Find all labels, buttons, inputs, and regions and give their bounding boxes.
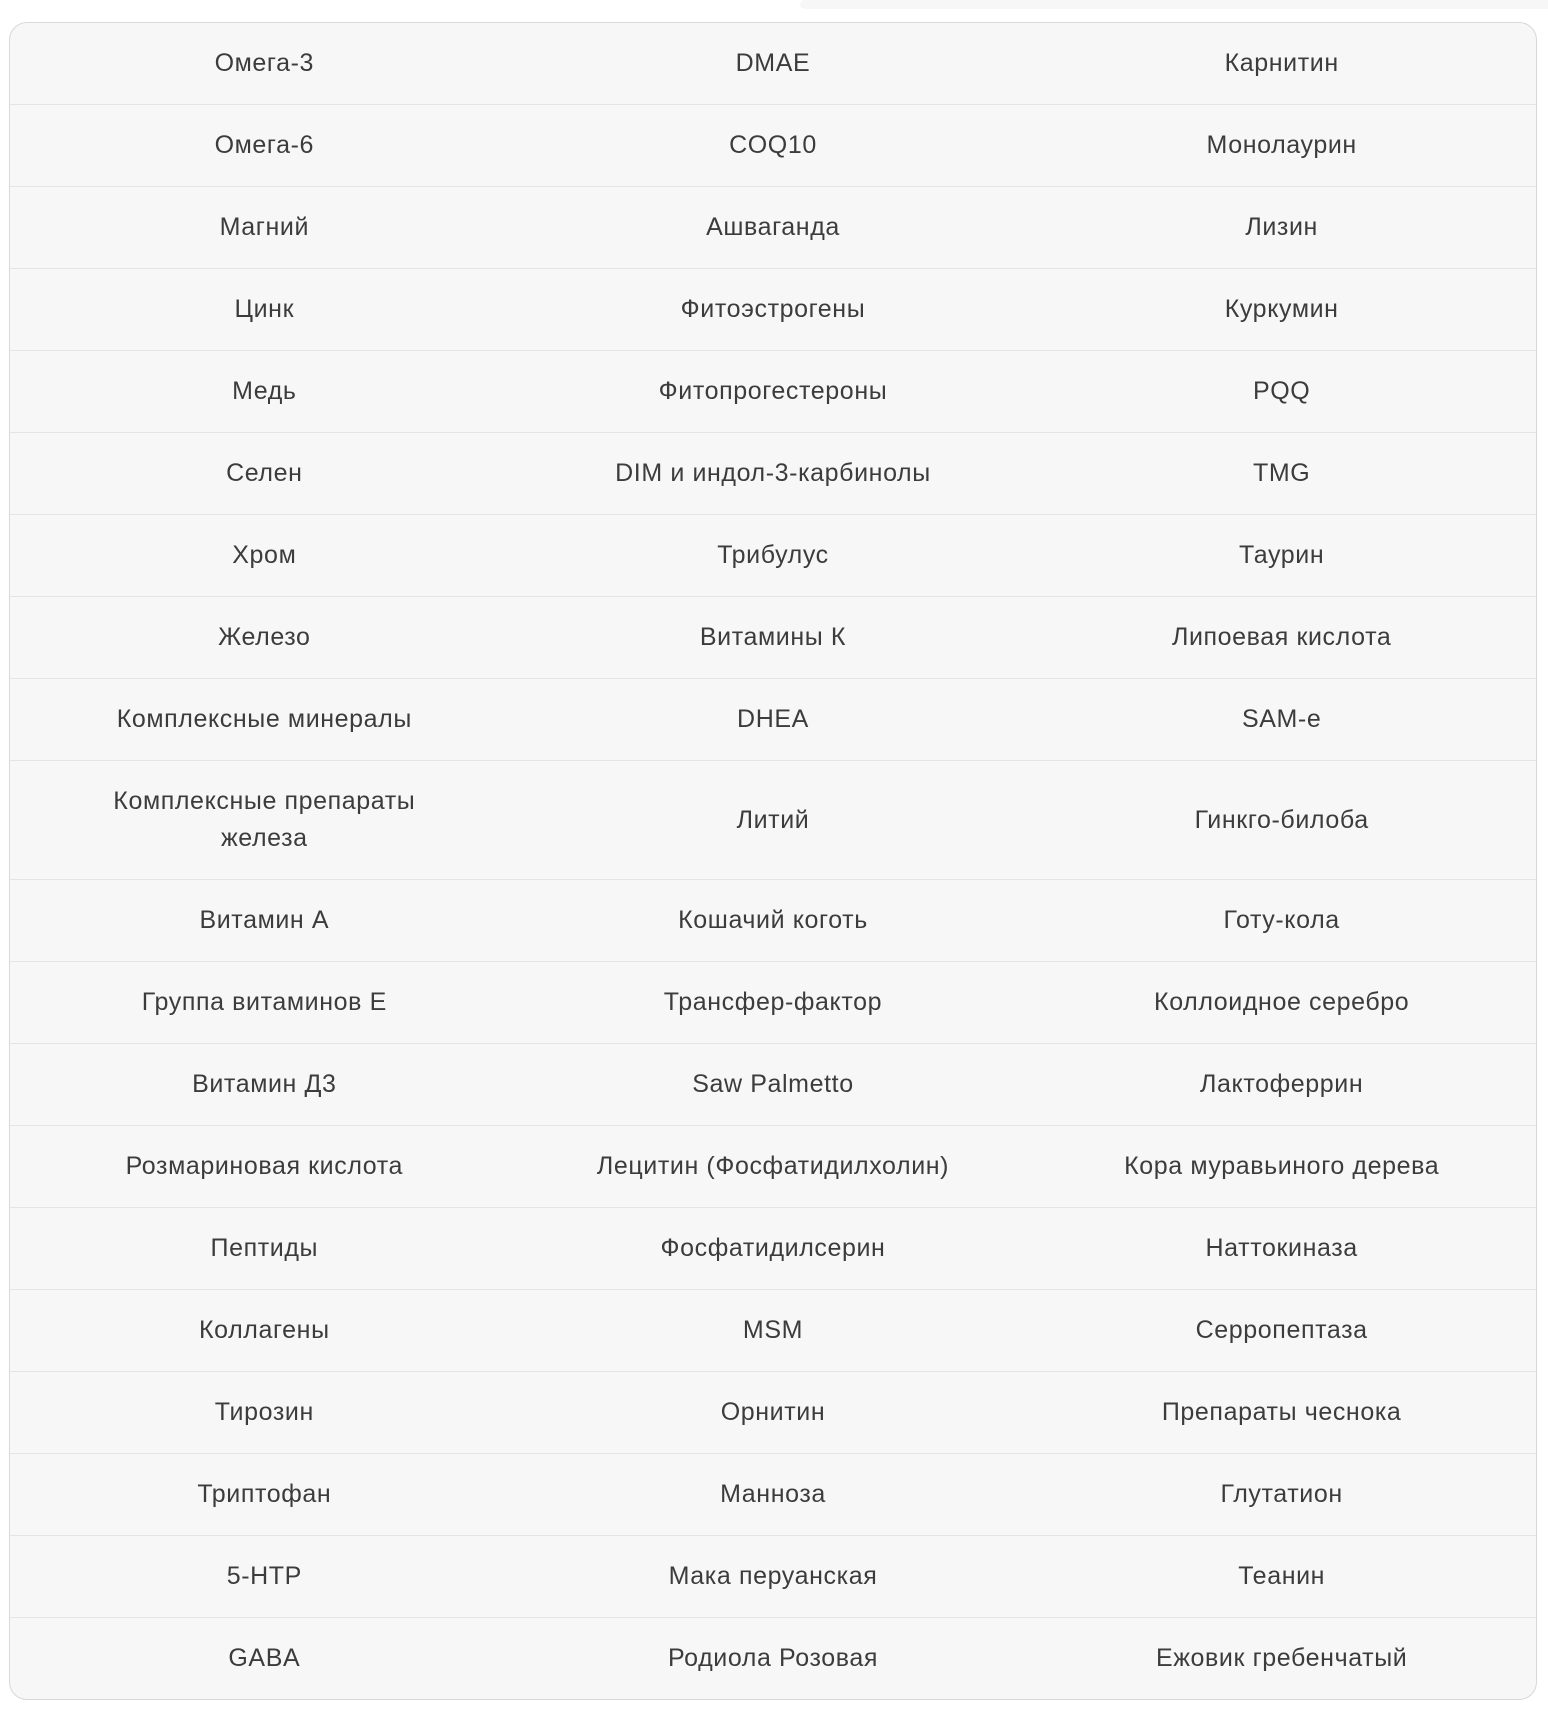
category-cell[interactable] bbox=[10, 1618, 519, 1700]
category-label: Монолаурин bbox=[1206, 131, 1357, 159]
category-label: Омега-6 bbox=[214, 131, 315, 159]
category-cell[interactable] bbox=[519, 761, 1028, 880]
category-label: Фитоэстрогены bbox=[680, 295, 866, 323]
category-label: Витамин А bbox=[199, 906, 330, 934]
category-label: Тирозин bbox=[214, 1398, 314, 1426]
category-label: Комплексные препараты железа bbox=[113, 787, 416, 852]
category-cell[interactable] bbox=[1027, 105, 1536, 187]
category-cell[interactable] bbox=[10, 105, 519, 187]
table-row bbox=[10, 1372, 1536, 1454]
category-label: Хром bbox=[232, 541, 297, 569]
category-cell[interactable] bbox=[519, 1126, 1028, 1208]
category-cell[interactable] bbox=[519, 679, 1028, 761]
category-cell[interactable] bbox=[519, 880, 1028, 962]
category-cell[interactable] bbox=[10, 1044, 519, 1126]
category-label: Кошачий коготь bbox=[678, 906, 868, 934]
category-cell[interactable] bbox=[1027, 23, 1536, 105]
category-label: Липоевая кислота bbox=[1171, 623, 1392, 651]
category-cell[interactable] bbox=[519, 962, 1028, 1044]
category-cell[interactable] bbox=[1027, 679, 1536, 761]
category-label: Трансфер-фактор bbox=[663, 988, 883, 1016]
table-row bbox=[10, 1536, 1536, 1618]
category-label: COQ10 bbox=[729, 131, 817, 159]
category-cell[interactable] bbox=[1027, 1536, 1536, 1618]
category-label: Родиола Розовая bbox=[667, 1644, 878, 1672]
category-label: Готу-кола bbox=[1223, 906, 1340, 934]
category-label: MSM bbox=[742, 1316, 804, 1344]
table-row bbox=[10, 1044, 1536, 1126]
category-label: SAM-e bbox=[1241, 705, 1322, 733]
category-label: Кора муравьиного дерева bbox=[1124, 1152, 1440, 1180]
table-row bbox=[10, 761, 1536, 880]
category-cell[interactable] bbox=[10, 1290, 519, 1372]
category-cell[interactable] bbox=[10, 187, 519, 269]
category-label: Фосфатидилсерин bbox=[660, 1234, 886, 1262]
category-cell[interactable] bbox=[1027, 187, 1536, 269]
category-label: Глутатион bbox=[1220, 1480, 1343, 1508]
category-label: Трибулус bbox=[717, 541, 829, 569]
category-cell[interactable] bbox=[1027, 1126, 1536, 1208]
category-label: Триптофан bbox=[197, 1480, 332, 1508]
table-row bbox=[10, 962, 1536, 1044]
category-label: Мака перуанская bbox=[668, 1562, 878, 1590]
category-cell[interactable] bbox=[10, 880, 519, 962]
category-label: Лизин bbox=[1245, 213, 1318, 241]
category-label: Гинкго-билоба bbox=[1194, 805, 1369, 834]
category-cell[interactable] bbox=[519, 1618, 1028, 1700]
category-label: Теанин bbox=[1238, 1562, 1326, 1590]
category-cell[interactable] bbox=[1027, 1290, 1536, 1372]
category-label: Розмариновая кислота bbox=[125, 1152, 404, 1180]
category-label: Таурин bbox=[1239, 541, 1325, 569]
category-label: Лецитин (Фосфатидилхолин) bbox=[596, 1152, 950, 1180]
category-cell[interactable] bbox=[1027, 433, 1536, 515]
category-label: Железо bbox=[218, 623, 311, 651]
category-cell[interactable] bbox=[519, 105, 1028, 187]
category-label: Ежовик гребенчатый bbox=[1155, 1644, 1408, 1672]
category-label: Витамины К bbox=[699, 623, 847, 651]
category-label: Коллагены bbox=[199, 1316, 330, 1344]
categories-table bbox=[10, 23, 1536, 1699]
table-row bbox=[10, 1290, 1536, 1372]
category-cell[interactable] bbox=[1027, 1618, 1536, 1700]
category-cell[interactable] bbox=[519, 1290, 1028, 1372]
table-row bbox=[10, 187, 1536, 269]
category-label: Литий bbox=[736, 805, 810, 834]
category-label: PQQ bbox=[1252, 377, 1311, 405]
table-row bbox=[10, 23, 1536, 105]
category-label: TMG bbox=[1252, 459, 1311, 487]
category-cell[interactable] bbox=[519, 187, 1028, 269]
category-cell[interactable] bbox=[10, 1454, 519, 1536]
category-cell[interactable] bbox=[519, 1208, 1028, 1290]
category-cell[interactable] bbox=[10, 1208, 519, 1290]
category-label: GABA bbox=[228, 1644, 301, 1672]
category-cell[interactable] bbox=[1027, 880, 1536, 962]
category-label: Манноза bbox=[720, 1480, 826, 1508]
category-label: Медь bbox=[232, 377, 297, 405]
category-cell[interactable] bbox=[519, 1372, 1028, 1454]
category-label: Карнитин bbox=[1224, 49, 1339, 77]
category-label: 5-HTP bbox=[226, 1562, 302, 1590]
category-cell[interactable] bbox=[10, 515, 519, 597]
category-cell[interactable] bbox=[1027, 351, 1536, 433]
table-row bbox=[10, 1618, 1536, 1700]
category-cell[interactable] bbox=[10, 433, 519, 515]
category-label: Цинк bbox=[234, 295, 295, 323]
category-cell[interactable] bbox=[519, 597, 1028, 679]
table-row bbox=[10, 679, 1536, 761]
table-row bbox=[10, 1126, 1536, 1208]
category-cell[interactable] bbox=[10, 351, 519, 433]
category-cell[interactable] bbox=[519, 515, 1028, 597]
category-cell[interactable] bbox=[1027, 597, 1536, 679]
table-row bbox=[10, 269, 1536, 351]
category-label: Серропептаза bbox=[1195, 1316, 1368, 1344]
category-label: Лактоферрин bbox=[1200, 1070, 1364, 1098]
category-label: Ашваганда bbox=[706, 213, 840, 241]
category-label: Куркумин bbox=[1224, 295, 1339, 323]
category-cell[interactable] bbox=[1027, 1208, 1536, 1290]
category-label: Коллоидное серебро bbox=[1154, 988, 1410, 1016]
category-cell[interactable] bbox=[519, 1536, 1028, 1618]
categories-card bbox=[9, 22, 1537, 1700]
category-cell[interactable] bbox=[1027, 761, 1536, 880]
category-cell[interactable] bbox=[519, 269, 1028, 351]
category-cell[interactable] bbox=[1027, 1044, 1536, 1126]
category-cell[interactable] bbox=[519, 351, 1028, 433]
category-label: Омега-3 bbox=[214, 49, 315, 77]
category-cell[interactable] bbox=[1027, 269, 1536, 351]
category-label: Комплексные минералы bbox=[116, 705, 412, 733]
category-cell[interactable] bbox=[519, 433, 1028, 515]
category-label: Группа витаминов Е bbox=[141, 988, 387, 1016]
category-cell[interactable] bbox=[10, 761, 519, 880]
table-row bbox=[10, 880, 1536, 962]
category-cell[interactable] bbox=[10, 1372, 519, 1454]
category-label: Селен bbox=[226, 459, 303, 487]
top-right-strip bbox=[800, 0, 1548, 9]
category-cell[interactable] bbox=[1027, 515, 1536, 597]
category-label: Магний bbox=[219, 213, 310, 241]
category-label: Наттокиназа bbox=[1205, 1234, 1358, 1262]
table-row bbox=[10, 1454, 1536, 1536]
category-label: Препараты чеснока bbox=[1161, 1398, 1402, 1426]
category-cell[interactable] bbox=[519, 1044, 1028, 1126]
table-row bbox=[10, 433, 1536, 515]
category-cell[interactable] bbox=[1027, 1454, 1536, 1536]
category-cell[interactable] bbox=[10, 962, 519, 1044]
category-label: Фитопрогестероны bbox=[658, 377, 888, 405]
category-cell[interactable] bbox=[10, 269, 519, 351]
category-label: Пептиды bbox=[210, 1234, 319, 1262]
category-label: Saw Palmetto bbox=[692, 1070, 854, 1098]
category-label: DMAE bbox=[735, 49, 811, 77]
category-cell[interactable] bbox=[519, 1454, 1028, 1536]
category-cell[interactable] bbox=[519, 23, 1028, 105]
category-label: Орнитин bbox=[720, 1398, 826, 1426]
table-row bbox=[10, 597, 1536, 679]
category-cell[interactable] bbox=[10, 679, 519, 761]
category-cell[interactable] bbox=[1027, 1372, 1536, 1454]
category-cell[interactable] bbox=[10, 1536, 519, 1618]
category-cell[interactable] bbox=[1027, 962, 1536, 1044]
category-cell[interactable] bbox=[10, 1126, 519, 1208]
category-label: DHEA bbox=[737, 705, 809, 733]
category-label: Витамин Д3 bbox=[192, 1070, 337, 1098]
table-row bbox=[10, 515, 1536, 597]
category-cell[interactable] bbox=[10, 597, 519, 679]
category-cell[interactable] bbox=[10, 23, 519, 105]
table-row bbox=[10, 1208, 1536, 1290]
table-row bbox=[10, 105, 1536, 187]
table-row bbox=[10, 351, 1536, 433]
category-label: DIM и индол-3-карбинолы bbox=[615, 459, 931, 487]
